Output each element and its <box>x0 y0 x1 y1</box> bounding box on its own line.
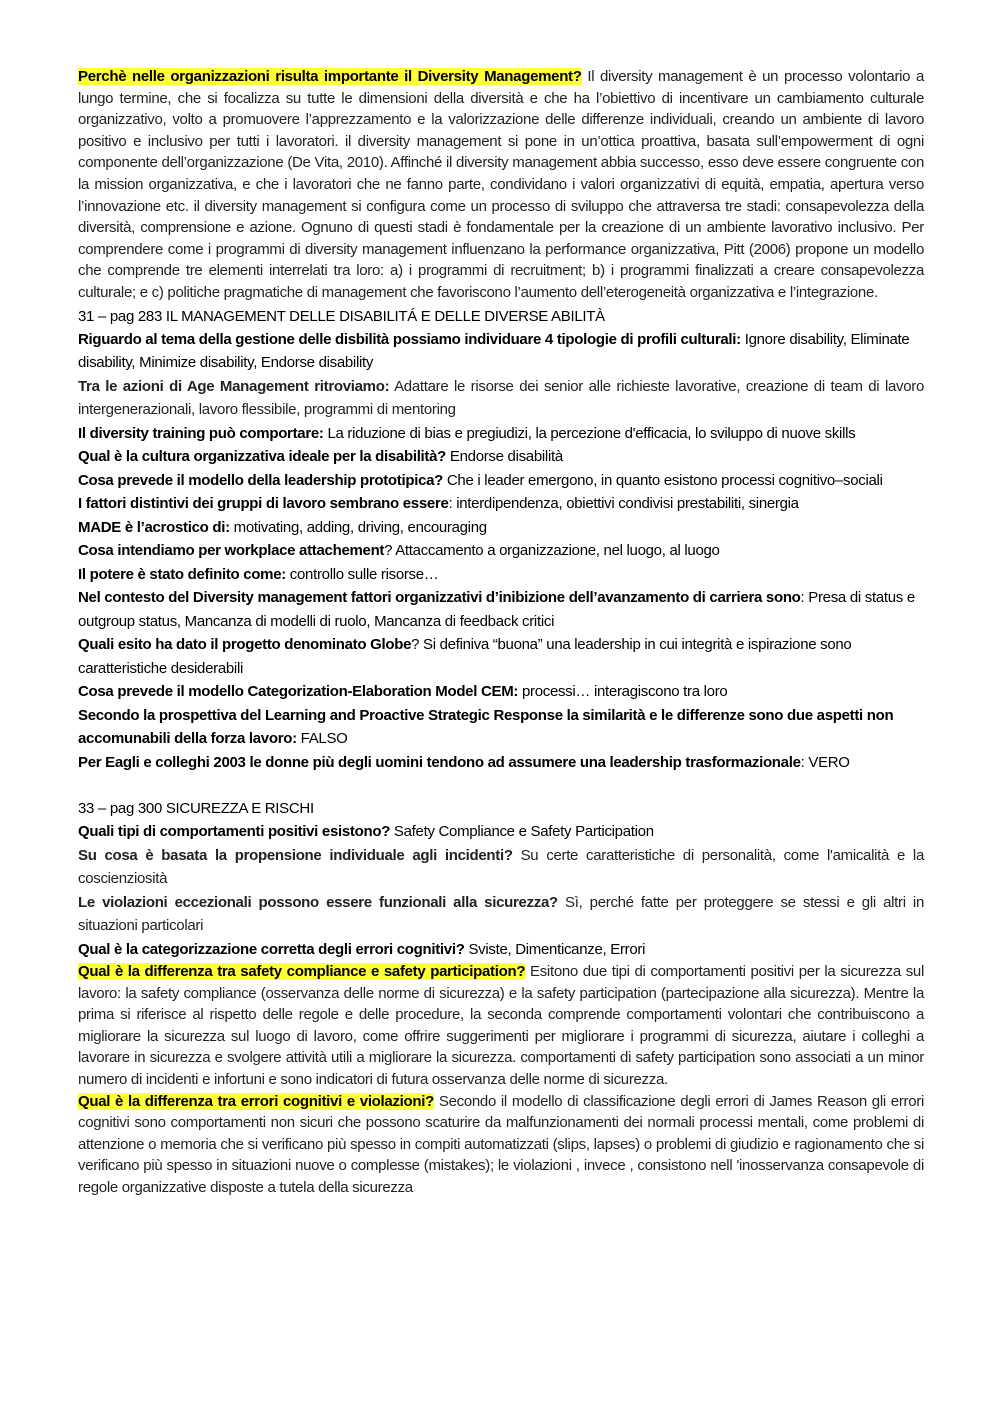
question: Cosa prevede il modello Categorization-Elaboration Model CEM: <box>78 683 519 701</box>
document-page <box>78 66 924 1199</box>
qa-item <box>78 469 924 493</box>
qa-item <box>78 704 924 751</box>
highlighted-question: Perchè nelle organizzazioni risulta importante il Diversity Management? <box>78 68 582 85</box>
question: I fattori distintivi dei gruppi di lavoro sembrano essere <box>78 495 449 513</box>
paragraph-safety-compliance <box>78 961 924 1091</box>
question: Le violazioni eccezionali possono essere funzionali alla sicurezza? <box>78 893 558 911</box>
question: MADE è l’acrostico di: <box>78 518 230 536</box>
answer-text: Secondo il modello di classificazione degli errori di James Reason gli errori cognitivi sono comportamenti non sicuri che possono scaturire da malfunzionamenti dei normali processi mentali, come problemi di attenzione o memoria che si verificano più spesso in compiti automatizzati (slips, lapses) o problemi di giudizio e ragionamento che si verificano più spesso in situazioni nuove o complesse (mistakes); le violazioni , invece , consistono nell 'inosservanza consapevole di regole organizzative disposte a tutela della sicurezza <box>78 1092 924 1196</box>
answer: controllo sulle risorse… <box>285 565 439 583</box>
qa-item <box>78 633 924 680</box>
section-heading-31: 31 – pag 283 IL MANAGEMENT DELLE DISABILITÁ E DELLE DIVERSE ABILITÀ <box>78 307 605 325</box>
qa-item <box>78 375 924 422</box>
paragraph-errori-violazioni <box>78 1091 924 1199</box>
qa-item <box>78 680 924 704</box>
qa-item <box>78 422 924 446</box>
qa-item <box>78 445 924 469</box>
qa-item <box>78 516 924 540</box>
question: Il potere è stato definito come: <box>78 565 286 583</box>
question: Quali tipi di comportamenti positivi esistono? <box>78 823 391 841</box>
qa-item <box>78 328 924 375</box>
answer: Safety Compliance e Safety Participation <box>390 823 654 841</box>
highlighted-question: Qual è la differenza tra safety compliance e safety participation? <box>78 963 526 981</box>
answer: : Presa di status e outgroup status, Mancanza di modelli di ruolo, Mancanza di feedback critici <box>78 589 915 630</box>
question: Secondo la prospettiva del Learning and Proactive Strategic Response la similarità e le differenze sono due aspetti non accomunabili della forza lavoro: <box>78 706 894 748</box>
answer: Su certe caratteristiche di personalità, come l'amicalità e la coscienziosità <box>78 846 925 888</box>
answer: processi… interagiscono tra loro <box>518 683 728 701</box>
paragraph-diversity-management <box>78 66 924 304</box>
question: Il diversity training può comportare: <box>78 424 324 442</box>
qa-item <box>78 938 924 962</box>
question: Quali esito ha dato il progetto denominato Globe <box>78 636 412 654</box>
answer: Sviste, Dimenticanze, Errori <box>464 940 646 958</box>
answer: Che i leader emergono, in quanto esistono processi cognitivo‒sociali <box>443 471 883 489</box>
answer-text: Esitono due tipi di comportamenti positivi per la sicurezza sul lavoro: la safety compliance (osservanza delle norme di sicurezza) e la safety participation (partecipazione alla sicurezza). Mentre la prima si riferisce al rispetto delle regole e delle procedure, la seconda comprende comportamenti volontari che contribuiscono a migliorare la sicurezza sul luogo di lavoro, come offrire suggerimenti per migliorare i programmi di sicurezza, aiutare i colleghi a lavorare in sicurezza e svolgere attività utili a migliorare la sicurezza. comportamenti di safety participation sono associati a un minor numero di incidenti e infortuni e sono indicatori di futura osservanza delle norme di sicurezza. <box>78 963 924 1088</box>
answer: FALSO <box>296 730 348 748</box>
qa-item <box>78 539 924 563</box>
question: Qual è la categorizzazione corretta degli errori cognitivi? <box>78 940 465 958</box>
question: Tra le azioni di Age Management ritroviamo: <box>78 377 390 395</box>
blank-line <box>78 774 924 796</box>
question: Cosa prevede il modello della leadership prototipica? <box>78 471 444 489</box>
answer: Adattare le risorse dei senior alle richieste lavorative, creazione di team di lavoro intergenerazionali, lavoro flessibile, programmi di mentoring <box>78 377 924 419</box>
qa-item <box>78 492 924 516</box>
highlighted-question: Qual è la differenza tra errori cognitivi e violazioni? <box>78 1092 434 1110</box>
question: Per Eagli e colleghi 2003 le donne più degli uomini tendono ad assumere una leadership trasformazionale <box>78 753 801 771</box>
question: Nel contesto del Diversity management fattori organizzativi d’inibizione dell’avanzamento di carriera sono <box>78 589 801 607</box>
answer: Sì, perché fatte per proteggere se stessi e gli altri in situazioni particolari <box>78 893 925 935</box>
qa-item <box>78 844 924 891</box>
section-heading-33: 33 – pag 300 SICUREZZA E RISCHI <box>78 800 314 818</box>
answer: La riduzione di bias e pregiudizi, la percezione d'efficacia, lo sviluppo di nuove skills <box>323 424 856 442</box>
answer: : VERO <box>800 753 850 771</box>
answer-text: Il diversity management è un processo volontario a lungo termine, che si focalizza su tutte le dimensioni della diversità e che ha l’obiettivo di incentivare un cambiamento culturale organizzativo, volto a promuovere l’apprezzamento e la valorizzazione delle differenze individuali, creando un ambiente di lavoro positivo e inclusivo per tutti i lavoratori. il diversity management si pone in un’ottica proattiva, basata sull’empowerment di ogni componente dell’organizzazione (De Vita, 2010). Affinché il diversity management abbia successo, esso deve essere congruente con la mission organizzativa, e che i lavoratori che ne fanno parte, condividano i valori organizzativi di equità, empatia, apertura verso l’innovazione etc. il diversity management si configura come un processo di sviluppo che attraversa tre stadi: consapevolezza della diversità, comprensione e azione. Ognuno di questi stadi è fondamentale per la creazione di un ambiente lavorativo inclusivo. Per comprendere come i programmi di diversity management influenzano la performance organizzativa, Pitt (2006) propone un modello che comprende tre elementi interrelati tra loro: a) i programmi di recruitment; b) i programmi finalizzati a creare consapevolezza culturale; e c) politiche pragmatiche di management che favoriscono l’aumento dell’eterogeneità organizzativa e l’integrazione. <box>78 68 924 301</box>
answer: Endorse disabilità <box>446 448 563 466</box>
answer: : interdipendenza, obiettivi condivisi prestabiliti, sinergia <box>448 495 799 513</box>
question: Su cosa è basata la propensione individuale agli incidenti? <box>78 846 513 864</box>
qa-item <box>78 751 924 775</box>
answer: motivating, adding, driving, encouraging <box>229 518 487 536</box>
answer: ? Si definiva “buona” una leadership in cui integrità e ispirazione sono caratteristiche desiderabili <box>78 636 852 677</box>
answer: ? Attaccamento a organizzazione, nel luogo, al luogo <box>384 542 720 560</box>
answer: Ignore disability, Eliminate disability, Minimize disability, Endorse disability <box>78 330 910 372</box>
question: Qual è la cultura organizzativa ideale per la disabilità? <box>78 448 447 466</box>
qa-item <box>78 563 924 587</box>
question: Cosa intendiamo per workplace attachement <box>78 542 385 560</box>
question: Riguardo al tema della gestione delle disbilità possiamo individuare 4 tipologie di profili culturali: <box>78 330 741 348</box>
qa-item <box>78 586 924 633</box>
qa-item <box>78 891 924 938</box>
qa-item <box>78 820 924 844</box>
